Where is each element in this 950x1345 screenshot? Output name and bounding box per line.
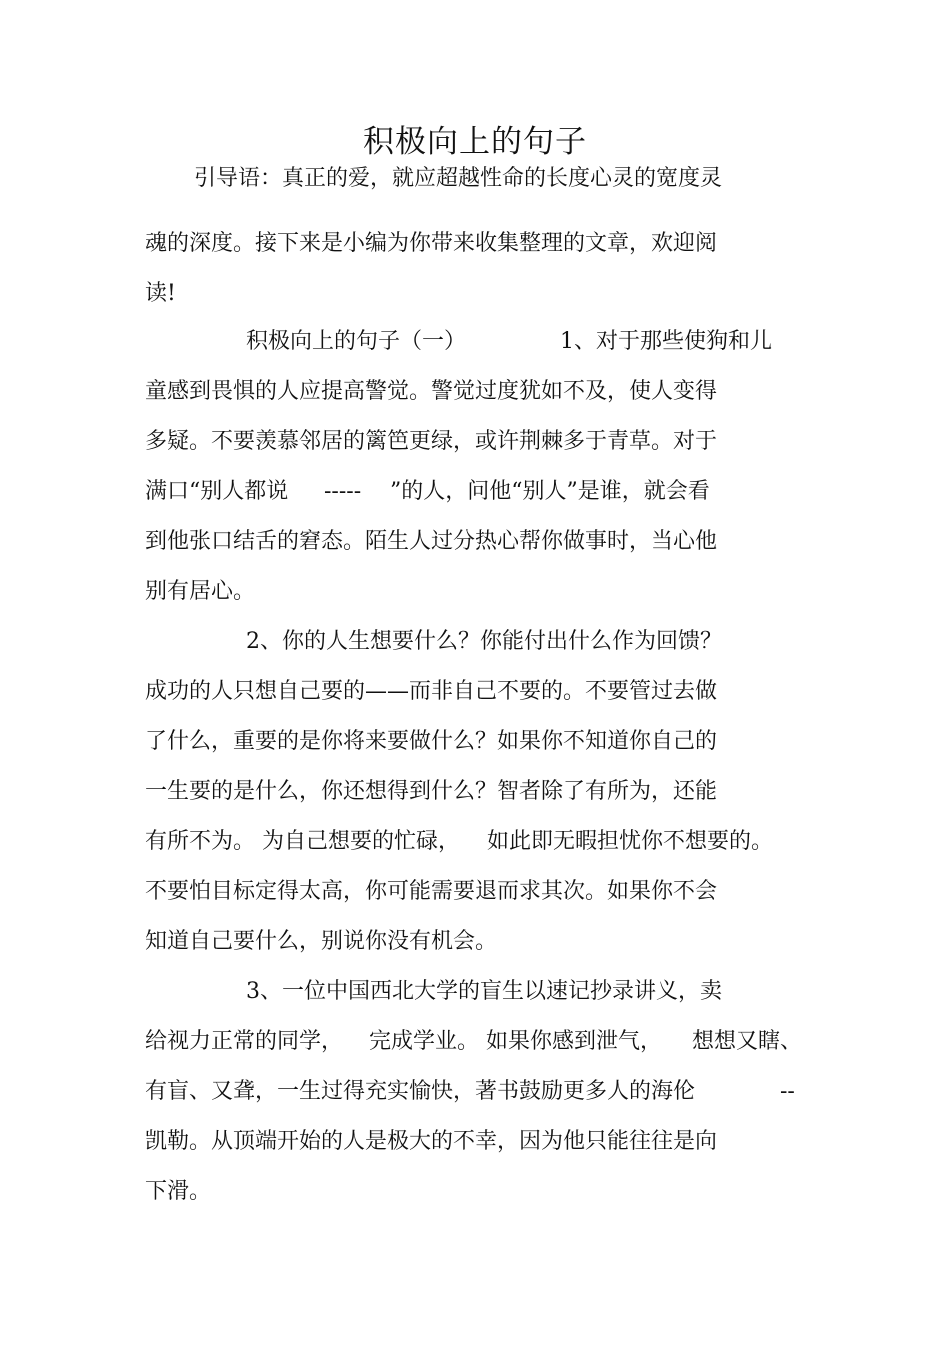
paragraph-text: 满口“别人都说 bbox=[145, 479, 289, 504]
intro-text: 魂的深度。接下来是小编为你带来收集整理的文章，欢迎阅 bbox=[145, 231, 718, 256]
intro-text: 读! bbox=[145, 281, 176, 306]
paragraph-text: 别有居心。 bbox=[145, 579, 256, 604]
paragraph-text: 下滑。 bbox=[145, 1179, 212, 1204]
document-title: 积极向上的句子 bbox=[363, 124, 587, 160]
paragraph-text: 一生要的是什么，你还想得到什么？智者除了有所为，还能 bbox=[145, 779, 718, 804]
paragraph-text: 如此即无暇担忧你不想要的。 bbox=[487, 829, 774, 854]
item1-line-1: 1、对于那些使狗和儿 bbox=[560, 329, 772, 354]
paragraph-text: 有盲、又聋，一生过得充实愉快，著书鼓励更多人的海伦 bbox=[145, 1079, 696, 1104]
intro-text: 引导语：真正的爱，就应超越性命的长度心灵的宽度灵 bbox=[194, 166, 723, 191]
paragraph-text: 完成学业。 如果你感到泄气， bbox=[369, 1029, 662, 1054]
paragraph-text: 知道自己要什么，别说你没有机会。 bbox=[145, 929, 498, 954]
paragraph-text: 凯勒。从顶端开始的人是极大的不幸，因为他只能往往是向 bbox=[145, 1129, 718, 1154]
paragraph-text: 2、你的人生想要什么？你能付出什么作为回馈？ bbox=[246, 629, 722, 654]
paragraph-text: 想想又瞎、 bbox=[692, 1029, 803, 1054]
paragraph-text: 成功的人只想自己要的——而非自己不要的。不要管过去做 bbox=[145, 679, 718, 704]
paragraph-text: 到他张口结舌的窘态。陌生人过分热心帮你做事时，当心他 bbox=[145, 529, 718, 554]
paragraph-text: 有所不为。 为自己想要的忙碌， bbox=[145, 829, 460, 854]
dash-placeholder: ----- bbox=[324, 479, 362, 504]
paragraph-text: 童感到畏惧的人应提高警觉。警觉过度犹如不及，使人变得 bbox=[145, 379, 718, 404]
paragraph-text: 多疑。不要羡慕邻居的篱笆更绿，或许荆棘多于青草。对于 bbox=[145, 429, 718, 454]
paragraph-text: 了什么，重要的是你将来要做什么？如果你不知道你自己的 bbox=[145, 729, 718, 754]
paragraph-text: 给视力正常的同学， bbox=[145, 1029, 344, 1054]
paragraph-text: 3、一位中国西北大学的盲生以速记抄录讲义，卖 bbox=[246, 979, 722, 1004]
section-heading: 积极向上的句子（一） bbox=[246, 329, 467, 354]
dash-text: -- bbox=[780, 1079, 795, 1104]
paragraph-text: 不要怕目标定得太高，你可能需要退而求其次。如果你不会 bbox=[145, 879, 718, 904]
paragraph-text: ”的人，问他“别人”是谁，就会看 bbox=[390, 479, 710, 504]
